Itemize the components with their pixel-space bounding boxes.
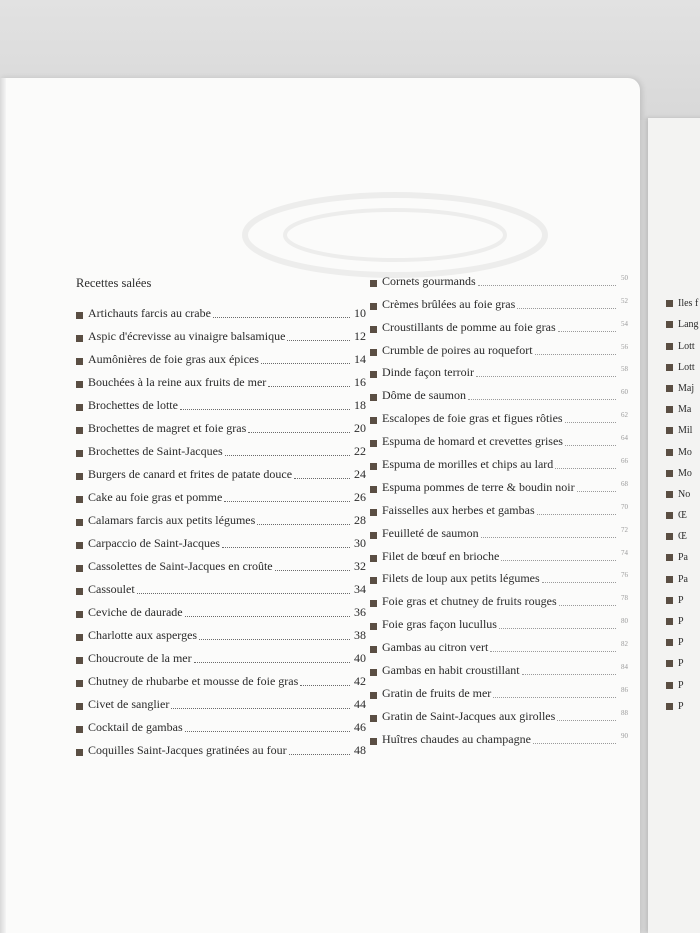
toc-entry — [76, 553, 366, 576]
square-bullet-icon — [76, 519, 83, 526]
dot-leader — [222, 547, 350, 548]
toc-entry-title: Calamars farcis aux petits légumes — [88, 513, 256, 527]
toc-entry-title: Gratin de fruits de mer — [382, 685, 492, 700]
toc-entry — [370, 566, 628, 589]
toc-entry-title: Faisselles aux herbes et gambas — [382, 502, 535, 517]
toc-page-number: 12 — [354, 329, 366, 343]
toc-page-number: 54 — [621, 319, 628, 328]
toc-entry — [76, 691, 366, 714]
toc-entry-title: P — [678, 700, 684, 712]
square-bullet-icon — [666, 343, 673, 350]
toc-page-number: 28 — [354, 513, 366, 527]
toc-entry-title: P — [678, 679, 684, 691]
toc-entry — [666, 650, 700, 671]
toc-page-number: 26 — [354, 490, 366, 504]
square-bullet-icon — [370, 646, 377, 653]
dot-leader — [289, 754, 350, 755]
toc-page-number: 22 — [354, 444, 366, 458]
toc-page-number: 80 — [621, 617, 628, 626]
toc-page-number: 82 — [621, 640, 628, 649]
toc-entry-title: Brochettes de magret et foie gras — [88, 421, 247, 435]
toc-entry-title: Charlotte aux asperges — [88, 628, 198, 642]
dot-leader — [213, 317, 350, 318]
toc-page-number: 20 — [354, 421, 366, 435]
toc-entry — [666, 481, 700, 502]
toc-entry-title: No — [678, 488, 691, 500]
square-bullet-icon — [76, 427, 83, 434]
square-bullet-icon — [76, 703, 83, 710]
toc-entry-title: Filets de loup aux petits légumes — [382, 571, 540, 586]
toc-entry — [370, 291, 628, 314]
toc-entry — [76, 507, 366, 530]
square-bullet-icon — [666, 470, 673, 477]
toc-entry — [370, 703, 628, 726]
toc-entry — [370, 405, 628, 428]
toc-entry — [370, 382, 628, 405]
toc-page-number: 84 — [621, 663, 628, 672]
toc-entry — [76, 415, 366, 438]
toc-entry-title: Artichauts farcis au crabe — [88, 306, 211, 320]
toc-entry — [666, 375, 700, 396]
toc-entry-title: Carpaccio de Saint-Jacques — [88, 536, 220, 550]
toc-page-number: 86 — [621, 685, 628, 694]
toc-entry — [370, 268, 628, 291]
toc-entry — [76, 369, 366, 392]
square-bullet-icon — [666, 533, 673, 540]
square-bullet-icon — [666, 406, 673, 413]
square-bullet-icon — [76, 611, 83, 618]
square-bullet-icon — [370, 417, 377, 424]
toc-entry-title: Gambas en habit croustillant — [382, 663, 520, 678]
dot-leader — [137, 593, 350, 594]
toc-entry-title: Lott — [678, 340, 695, 352]
toc-entry-title: Œ — [678, 510, 687, 522]
square-bullet-icon — [370, 738, 377, 745]
square-bullet-icon — [76, 680, 83, 687]
toc-page-number: 18 — [354, 398, 366, 412]
toc-entry — [370, 428, 628, 451]
toc-entry-title: Mo — [678, 446, 692, 458]
square-bullet-icon — [370, 326, 377, 333]
dot-leader — [185, 731, 350, 732]
toc-page-number: 36 — [354, 605, 366, 619]
toc-entry — [666, 460, 700, 481]
square-bullet-icon — [666, 512, 673, 519]
square-bullet-icon — [76, 726, 83, 733]
square-bullet-icon — [76, 749, 83, 756]
toc-list-middle — [370, 268, 628, 749]
toc-entry — [76, 622, 366, 645]
toc-entry — [666, 523, 700, 544]
toc-entry — [76, 576, 366, 599]
toc-entry-title: Foie gras façon lucullus — [382, 617, 497, 632]
toc-entry-title: Croustillants de pomme au foie gras — [382, 319, 556, 334]
toc-page-number: 58 — [621, 365, 628, 374]
square-bullet-icon — [370, 486, 377, 493]
toc-page-number: 46 — [354, 720, 366, 734]
toc-page-number: 74 — [621, 548, 628, 557]
toc-entry-title: Dinde façon terroir — [382, 365, 474, 380]
dot-leader — [522, 674, 616, 675]
toc-entry-title: P — [678, 594, 684, 606]
dot-leader — [268, 386, 350, 387]
toc-page-number: 10 — [354, 306, 366, 320]
toc-entry — [666, 693, 700, 714]
dot-leader — [542, 582, 616, 583]
toc-entry-title: Lang — [678, 319, 699, 331]
toc-entry — [76, 438, 366, 461]
dot-leader — [555, 468, 616, 469]
toc-entry-title: Burgers de canard et frites de patate douce — [88, 467, 293, 481]
square-bullet-icon — [370, 440, 377, 447]
toc-entry-title: Bouchées à la reine aux fruits de mer — [88, 375, 267, 389]
dot-leader — [171, 708, 350, 709]
toc-page-number: 76 — [621, 571, 628, 580]
square-bullet-icon — [76, 404, 83, 411]
toc-page-number: 30 — [354, 536, 366, 550]
toc-entry — [370, 474, 628, 497]
square-bullet-icon — [666, 449, 673, 456]
square-bullet-icon — [666, 618, 673, 625]
toc-page-number: 62 — [621, 411, 628, 420]
toc-page-number: 56 — [621, 342, 628, 351]
toc-entry-title: Œ — [678, 531, 687, 543]
toc-entry-title: Pa — [678, 573, 688, 585]
toc-entry-title: Dôme de saumon — [382, 388, 466, 403]
dot-leader — [224, 501, 350, 502]
toc-entry-title: Escalopes de foie gras et figues rôties — [382, 411, 563, 426]
dot-leader — [261, 363, 350, 364]
square-bullet-icon — [370, 394, 377, 401]
toc-entry-title: Gratin de Saint-Jacques aux girolles — [382, 708, 556, 723]
square-bullet-icon — [370, 463, 377, 470]
toc-entry — [666, 290, 700, 311]
toc-entry — [370, 657, 628, 680]
toc-entry-title: Filet de bœuf en brioche — [382, 548, 500, 563]
toc-entry — [370, 497, 628, 520]
toc-entry-title: Choucroute de la mer — [88, 651, 192, 665]
toc-column-middle — [370, 268, 628, 749]
square-bullet-icon — [76, 450, 83, 457]
toc-entry — [370, 451, 628, 474]
toc-page-number: 24 — [354, 467, 366, 481]
dot-leader — [537, 514, 616, 515]
toc-entry-title: Espuma de homard et crevettes grises — [382, 434, 563, 449]
square-bullet-icon — [666, 364, 673, 371]
toc-entry-title: Mo — [678, 467, 692, 479]
square-bullet-icon — [370, 303, 377, 310]
square-bullet-icon — [666, 427, 673, 434]
section-title: Recettes salées — [76, 276, 152, 290]
dot-leader — [559, 605, 616, 606]
dot-leader — [225, 455, 350, 456]
square-bullet-icon — [76, 588, 83, 595]
square-bullet-icon — [370, 532, 377, 539]
toc-entry — [666, 396, 700, 417]
toc-entry-title: Mil — [678, 425, 693, 437]
dot-leader — [493, 697, 616, 698]
square-bullet-icon — [76, 542, 83, 549]
dot-leader — [287, 340, 350, 341]
toc-entry-title: Iles f — [678, 298, 699, 310]
toc-entry-title: Foie gras et chutney de fruits rouges — [382, 594, 557, 609]
toc-entry-title: Maj — [678, 382, 695, 394]
square-bullet-icon — [76, 657, 83, 664]
toc-entry — [370, 360, 628, 383]
toc-entry — [370, 543, 628, 566]
toc-entry — [666, 438, 700, 459]
toc-entry — [666, 332, 700, 353]
toc-entry-title: Cornets gourmands — [382, 273, 476, 288]
toc-page-number: 52 — [621, 296, 628, 305]
toc-entry — [370, 314, 628, 337]
toc-page-number: 14 — [354, 352, 366, 366]
toc-entry — [76, 346, 366, 369]
square-bullet-icon — [666, 385, 673, 392]
square-bullet-icon — [666, 660, 673, 667]
dot-leader — [481, 537, 616, 538]
square-bullet-icon — [370, 371, 377, 378]
square-bullet-icon — [76, 335, 83, 342]
toc-entry-title: Crèmes brûlées au foie gras — [382, 296, 516, 311]
toc-entry-title: Civet de sanglier — [88, 697, 170, 711]
square-bullet-icon — [370, 692, 377, 699]
square-bullet-icon — [370, 715, 377, 722]
toc-page-number: 48 — [354, 743, 366, 757]
toc-entry-title: Cassolettes de Saint-Jacques en croûte — [88, 559, 273, 573]
dot-leader — [535, 354, 616, 355]
toc-entry — [76, 645, 366, 668]
toc-page-number: 66 — [621, 457, 628, 466]
toc-page-number: 88 — [621, 708, 628, 717]
dot-leader — [499, 628, 616, 629]
dot-leader — [478, 285, 616, 286]
toc-entry — [76, 714, 366, 737]
toc-entry-title: Coquilles Saint-Jacques gratinées au four — [88, 743, 287, 757]
toc-entry — [370, 337, 628, 360]
toc-entry-title: P — [678, 637, 684, 649]
toc-entry — [666, 311, 700, 332]
dot-leader — [517, 308, 616, 309]
toc-list-next-page — [666, 290, 700, 714]
dot-leader — [185, 616, 350, 617]
dot-leader — [558, 331, 616, 332]
dot-leader — [501, 560, 616, 561]
toc-entry — [666, 608, 700, 629]
square-bullet-icon — [76, 634, 83, 641]
toc-entry — [76, 323, 366, 346]
toc-entry-title: Cake au foie gras et pomme — [88, 490, 223, 504]
dot-leader — [476, 376, 616, 377]
toc-entry-title: Cassoulet — [88, 582, 135, 596]
square-bullet-icon — [76, 312, 83, 319]
dot-leader — [180, 409, 350, 410]
dot-leader — [199, 639, 350, 640]
square-bullet-icon — [666, 576, 673, 583]
dot-leader — [577, 491, 616, 492]
toc-entry — [370, 520, 628, 543]
page-spine-shadow — [0, 78, 6, 933]
dot-leader — [248, 432, 350, 433]
toc-entry — [666, 671, 700, 692]
toc-page-number: 72 — [621, 525, 628, 534]
toc-entry — [370, 726, 628, 749]
toc-page-number: 40 — [354, 651, 366, 665]
toc-entry-title: Crumble de poires au roquefort — [382, 342, 533, 357]
toc-entry — [76, 300, 366, 323]
toc-entry — [666, 417, 700, 438]
square-bullet-icon — [666, 703, 673, 710]
toc-entry — [76, 484, 366, 507]
toc-entry — [76, 737, 366, 760]
dot-leader — [533, 743, 616, 744]
toc-column-next-page — [666, 290, 700, 714]
toc-entry-title: Aspic d'écrevisse au vinaigre balsamique — [88, 329, 286, 343]
toc-page-number: 64 — [621, 434, 628, 443]
toc-page-number: 34 — [354, 582, 366, 596]
square-bullet-icon — [370, 555, 377, 562]
dot-leader — [275, 570, 350, 571]
square-bullet-icon — [370, 600, 377, 607]
dot-leader — [557, 720, 616, 721]
toc-entry-title: Ma — [678, 404, 692, 416]
square-bullet-icon — [370, 577, 377, 584]
toc-entry — [666, 544, 700, 565]
toc-entry-title: Gambas au citron vert — [382, 640, 489, 655]
dot-leader — [294, 478, 350, 479]
toc-page-number: 90 — [621, 731, 628, 740]
square-bullet-icon — [666, 300, 673, 307]
square-bullet-icon — [76, 381, 83, 388]
toc-list-left — [76, 300, 366, 760]
toc-entry-title: Huîtres chaudes au champagne — [382, 731, 531, 746]
toc-entry-title: Espuma de morilles et chips au lard — [382, 457, 554, 472]
dot-leader — [565, 445, 616, 446]
square-bullet-icon — [370, 349, 377, 356]
toc-entry — [666, 565, 700, 586]
square-bullet-icon — [370, 280, 377, 287]
toc-entry — [76, 530, 366, 553]
toc-page-number: 78 — [621, 594, 628, 603]
toc-entry-title: Aumônières de foie gras aux épices — [88, 352, 259, 366]
toc-entry-title: Ceviche de daurade — [88, 605, 183, 619]
square-bullet-icon — [666, 597, 673, 604]
toc-entry — [370, 611, 628, 634]
toc-entry-title: Brochettes de Saint-Jacques — [88, 444, 223, 458]
toc-entry-title: Pa — [678, 552, 688, 564]
toc-entry — [76, 668, 366, 691]
dot-leader — [565, 422, 616, 423]
toc-page-number: 50 — [621, 273, 628, 282]
square-bullet-icon — [666, 682, 673, 689]
toc-entry — [76, 599, 366, 622]
square-bullet-icon — [76, 565, 83, 572]
toc-entry — [370, 634, 628, 657]
toc-entry-title: Lott — [678, 361, 695, 373]
toc-entry — [666, 502, 700, 523]
toc-page-number: 16 — [354, 375, 366, 389]
dot-leader — [300, 685, 350, 686]
toc-page-number: 68 — [621, 479, 628, 488]
toc-column-left — [76, 276, 366, 760]
square-bullet-icon — [370, 509, 377, 516]
square-bullet-icon — [666, 491, 673, 498]
toc-entry — [76, 461, 366, 484]
toc-entry-title: Feuilleté de saumon — [382, 525, 479, 540]
toc-page-number: 70 — [621, 502, 628, 511]
square-bullet-icon — [370, 669, 377, 676]
dot-leader — [490, 651, 616, 652]
square-bullet-icon — [76, 358, 83, 365]
dot-leader — [194, 662, 350, 663]
toc-page-number: 44 — [354, 697, 366, 711]
dot-leader — [468, 399, 616, 400]
toc-entry-title: Chutney de rhubarbe et mousse de foie gras — [88, 674, 299, 688]
toc-entry-title: Espuma pommes de terre & boudin noir — [382, 479, 575, 494]
toc-entry-title: Brochettes de lotte — [88, 398, 178, 412]
toc-entry-title: P — [678, 658, 684, 670]
toc-entry — [370, 588, 628, 611]
square-bullet-icon — [76, 496, 83, 503]
toc-entry — [370, 680, 628, 703]
toc-page-number: 42 — [354, 674, 366, 688]
toc-page-number: 38 — [354, 628, 366, 642]
square-bullet-icon — [666, 639, 673, 646]
toc-entry — [76, 392, 366, 415]
square-bullet-icon — [370, 623, 377, 630]
dot-leader — [257, 524, 350, 525]
toc-entry-title: Cocktail de gambas — [88, 720, 183, 734]
toc-entry — [666, 354, 700, 375]
toc-entry-title: P — [678, 616, 684, 627]
toc-page-number: 60 — [621, 388, 628, 397]
square-bullet-icon — [666, 554, 673, 561]
square-bullet-icon — [76, 473, 83, 480]
toc-entry — [666, 587, 700, 608]
square-bullet-icon — [666, 321, 673, 328]
toc-entry — [666, 629, 700, 650]
toc-page-number: 32 — [354, 559, 366, 573]
